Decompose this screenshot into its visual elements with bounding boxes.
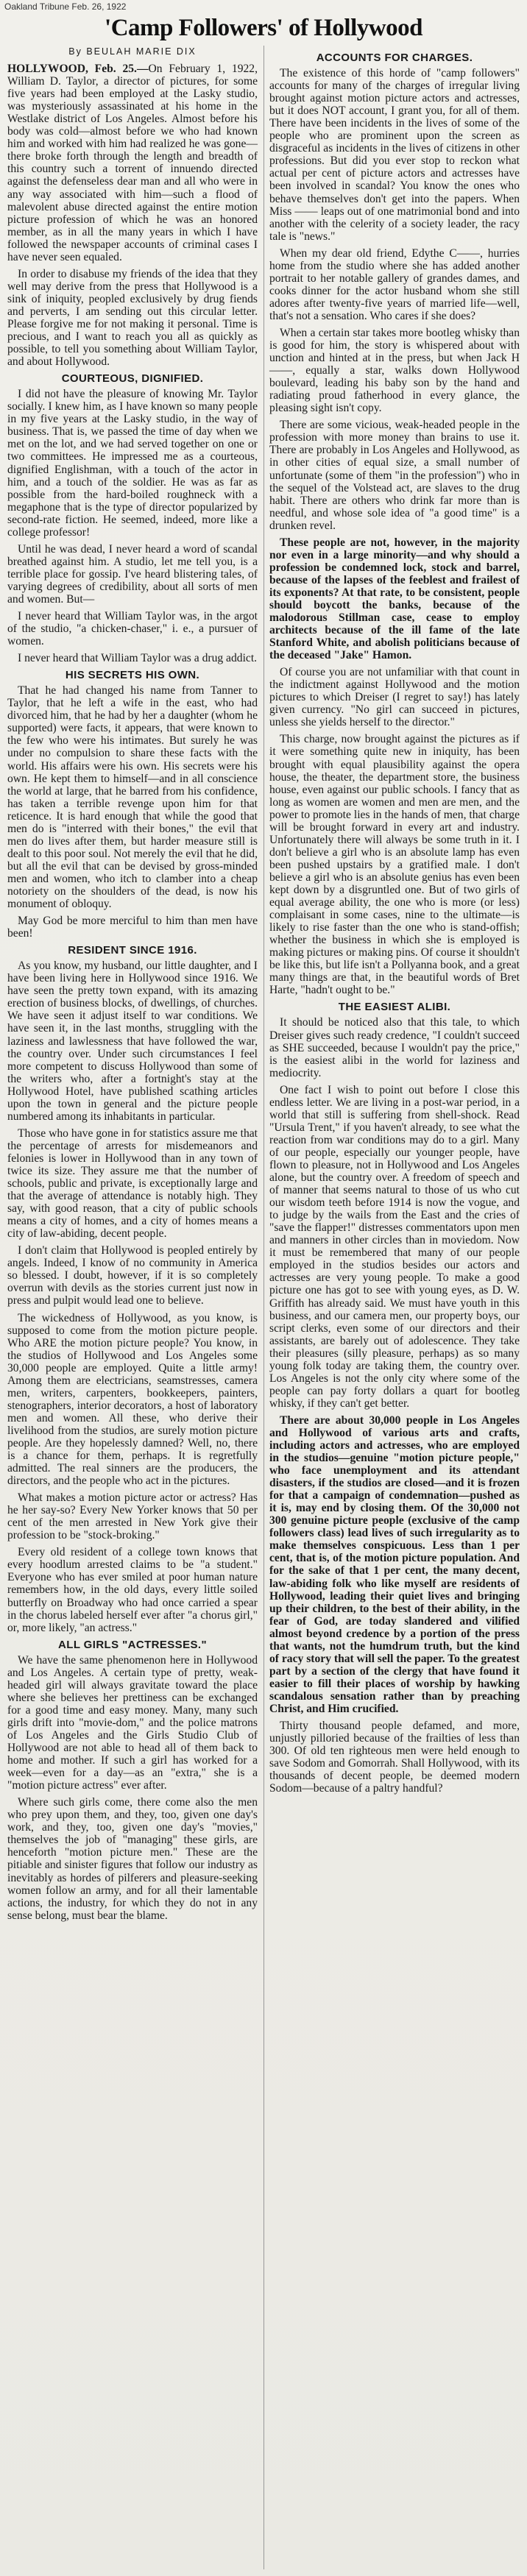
paragraph: It should be noticed also that this tale, to which Dreiser gives such ready credence, "I couldn't succeed as SHE succeeded, because I wouldn't pay the price," is the easiest alibi in the world for laziness and mediocrity. (269, 1016, 520, 1079)
paragraph: When my dear old friend, Edythe C——, hurries home from the studio where she has added another portrait to her notable gallery of grandes dames, and cooks dinner for the actor husband whom she still adores after twenty-five years of married life—well, that's not a sensation. Who cares if she does? (269, 246, 520, 322)
paragraph: We have the same phenomenon here in Hollywood and Los Angeles. A certain type of pretty, weak-headed girl will always gravitate toward the place where she believes her prettiness can be exchanged for a good time and easy money. Many, many such girls drift into "movie-dom," and the police matrons of Los Angeles and the Girls Studio Club of Hollywood are not able to head all of them back to home and mother. If such a girl has worked for a week—even for a day—as an "extra," she is a "motion picture actress" ever after. (7, 1653, 258, 1792)
paragraph: Thirty thousand people defamed, and more, unjustly pilloried because of the frailties of less than 300. Of old ten righteous men were held enough to save Sodom and Gomorrah. Shall Hollywood, with its thousands of decent people, be deemed modern Sodom—because of a paltry handful? (269, 1720, 520, 1795)
subheading: COURTEOUS, DIGNIFIED. (61, 372, 204, 386)
paragraph: I did not have the pleasure of knowing Mr. Taylor socially. I knew him, as I have known so many people in my five years at the Lasky studio, in the way of business. That is, we passed the time of day when we met on the lot, and we had served together on one or two committees. He impressed me as a courteous, dignified Englishman, with a touch of the actor in him, and a touch of the soldier. He was as far as possible from the hard-boiled roughneck with a megaphone that is the type of director popularized by second-rate fiction. He seemed, indeed, more like a college professor! (7, 388, 258, 539)
paragraph: The existence of this horde of "camp followers" accounts for many of the charges of irregular living brought against motion picture actors and actresses, but it does NOT account, I grant you, for all of them. There have been incidents in the lives of some of the people who are prominent upon the screen as disgraceful as incidents in the lives of citizens in other professions. But did you ever stop to reckon what actual per cent of picture actors and actresses have been involved in scandal? You know the ones who behave themselves don't get into the papers. When Miss —— leaps out of one matrimonial bond and into another with the celerity of a society leader, the racy tale is "news." (269, 67, 520, 243)
paragraph-text: On February 1, 1922, William D. Taylor, a director of pictures, for some five years had been employed at the Lasky studio, was mysteriously assassinated at his home in the Westlake district of Los Angeles. Almost before his body was cold—almost before we who had known him and worked with him had realized he was gone—there broke forth through the length and breadth of this country such a torrent of innuendo directed against the defenseless dear man and all who were in any way associated with him—such a flood of malevolent abuse directed against the entire motion picture profession of which he was an honored member, as in all the many years in which I have followed the newspaper accounts of criminal cases I have never seen equaled. (7, 63, 258, 263)
masthead: Oakland Tribune Feb. 26, 1922 (4, 1, 127, 12)
paragraph: Until he was dead, I never heard a word of scandal breathed against him. A studio, let me tell you, is a terrible place for gossip. I've heard blistering tales, of varying degrees of credibility, about all sorts of men and women. But— (7, 542, 258, 606)
right-column (269, 47, 520, 1799)
paragraph: When a certain star takes more bootleg whisky than is good for him, the story is whispered about with unction and hinted at in the press, but when Jack H——, equally a star, walks down Hollywood boulevard, leading his baby son by the hand and radiating proud fatherhood in every glance, the pleasing sight isn't copy. (269, 326, 520, 415)
paragraph: What makes a motion picture actor or actress? Has he her say-so? Every New Yorker knows that 50 per cent of the men arrested in New York give their profession to be "stock-broking." (7, 1491, 258, 1542)
subheading: ACCOUNTS FOR CHARGES. (316, 52, 473, 64)
paragraph: This charge, now brought against the pictures as if it were something quite new in iniquity, has been brought with equal plausibility against the opera house, the theater, the department store, the business house, even against our public schools. I fancy that as long as women are women and men are men, and the power to promote lies in the hands of men, that charge will be brought forward in every art and industry. Unfortunately there will always be some truth in it. I don't believe a girl who is an absolute lamp has even been pushed upstairs by a gratified male. I don't believe a girl who is an absolute genius has even been kept down by a disgruntled one. But of two girls of equal average ability, the one who is more (or less) complaisant in some cases, nine to the ultimate—is likely to rise faster than the one who is stand-offish; whether the business in which she is employed is making pictures or making pins. Of course it shouldn't be like this, but life isn't a Pollyanna book, and a great many things are that, in the beautiful words of Bret Harte, "hadn't ought to be." (269, 733, 520, 997)
paragraph: There are some vicious, weak-headed people in the profession with more money than brains to use it. There are probably in Los Angeles and Hollywood, as in other cities of equal size, a small number of unfortunate (some of them "in the profession") who in the sequel of the Volstead act, are slaves to the drug habit. There are others who drink far more than is needful, and whose sole idea of "a good time" is a drunken revel. (269, 419, 520, 532)
subheading: HIS SECRETS HIS OWN. (65, 669, 200, 682)
paragraph: I don't claim that Hollywood is peopled entirely by angels. Indeed, I know of no community in America so blessed. I doubt, however, if it is so completely overrun with devils as the stories current just now in press and pulpit would lead one to believe. (7, 1244, 258, 1307)
headline: 'Camp Followers' of Hollywood (105, 15, 422, 41)
paragraph: One fact I wish to point out before I close this endless letter. We are living in a post-war period, in a world that still is suffering from shell-shock. Read "Ursula Trent," if you haven't already, to see what the reaction from war conditions may do to a girl. Many of our people, especially our younger people, have flown to pleasure, not in Hollywood and Los Angeles alone, but the country over. A freedom of speech and of manner that seems natural to those of us who cut our wisdom teeth before 1914 is now the vogue, and to judge by the wails from the East and the cries of "save the flapper!" distresses commentators upon men and manners in other circles than in moviedom. Now it must be remembered that many of our people employed in the studios besides our actors and actresses are very young people. To make a good picture one has got to see with young eyes, as D. W. Griffith has already said. We must have youth in this business, and our camera men, our property boys, our script clerks, even some of our directors and their assistants, are barely out of adolescence. They take their pleasures (silly pleasure, perhaps) as so many young folk today are taking them, the country over. Los Angeles is not the only city where some of the people can pay forty dollars a quart for bootleg whisky, if they can't get better. (269, 1083, 520, 1410)
paragraph: Where such girls come, there come also the men who prey upon them, and they, too, given one day's work, and they, too, given one day's "movies," themselves the job of "managing" these girls, are henceforth "motion picture men." These are the pitiable and sinister figures that follow our industry as inevitably as hordes of pilferers and pleasure-seeking women follow an army, and for all their lamentable actions, the industry, for which they do not in any sense belong, must bear the blame. (7, 1796, 258, 1922)
subheading: RESIDENT SINCE 1916. (68, 944, 197, 957)
byline: By BEULAH MARIE DIX (68, 46, 197, 57)
paragraph: In order to disabuse my friends of the idea that they well may derive from the press that Hollywood is a sink of iniquity, peopled exclusively by drug fiends and perverts, I am sending out this circular letter. Please forgive me for not making it personal. Time is precious, and I want to reach you all as quickly as possible, to tell you something about William Taylor, and about Hollywood. (7, 267, 258, 369)
subheading: THE EASIEST ALIBI. (338, 1001, 451, 1014)
subheading: ALL GIRLS "ACTRESSES." (58, 1638, 207, 1651)
paragraph: I never heard that William Taylor was a drug addict. (18, 652, 258, 665)
paragraph: Of course you are not unfamiliar with that count in the indictment against Hollywood and the motion pictures to which Dreiser (I regret to say!) has lately given currency. "No girl can succeed in pictures, unless she yields herself to the director." (269, 666, 520, 729)
paragraph: These people are not, however, in the majority nor even in a large minority—and why should a profession be condemned lock, stock and barrel, because of the lapses of the feeblest and frailest of its exponents? At that rate, to be consistent, people should boycott the banks, because of the malodorous Stillman case, cease to employ architects because of the ill fame of the late Stanford White, and abolish politicians because of the deceased "Jake" Hamon. (269, 536, 520, 662)
paragraph: Every old resident of a college town knows that every hoodlum arrested claims to be "a student." Everyone who has ever smiled at poor human nature remembers how, in the old days, every little soiled butterfly on Broadway who had once carried a spear in the chorus labeled herself ever after "a chorus girl," or, more likely, "an actress." (7, 1546, 258, 1634)
paragraph: May God be more merciful to him than men have been! (7, 915, 258, 940)
paragraph: That he had changed his name from Tanner to Taylor, that he left a wife in the east, who had divorced him, that he had by her a daughter (whom he supported) were facts, it appears, that were known to the few who were his intimates. But surely he was under no compulsion to share these facts with the world. His affairs were his own. His secrets were his own. He kept them to himself—and in all conscience the world at large, that he barred from his confidence, has taken a terrible revenge upon him for that reticence. It is hard enough that while the good that men do is "interred with their bones," the evil that men do lives after them, but harder measure still is dealt to this poor soul. Not merely the evil that he did, but all the evil that can be devised by gross-minded men and women, who itch to clamber into a cheap notoriety on the shoulders of the dead, is now his monument of obloquy. (7, 684, 258, 911)
paragraph: I never heard that William Taylor was, in the argot of the studio, "a chicken-chaser," i. e., a pursuer of women. (7, 610, 258, 648)
paragraph (7, 63, 258, 263)
dateline: HOLLYWOOD, Feb. 25.— (7, 63, 149, 76)
paragraph: There are about 30,000 people in Los Angeles and Hollywood of various arts and crafts, including actors and actresses, who are employed in the studios—genuine "motion picture people," who face unemployment and its attendant disasters, if the studios are closed—and it is frozen for that a campaign of condemnation—pushed as it is, may end by closing them. Of the 30,000 not 300 genuine picture people (exclusive of the camp followers class) lead lives of such irregularity as to make themselves conspicuous. Less than 1 per cent, that is, of the motion picture population. And for the sake of that 1 per cent, the many decent, law-abiding folk who like myself are residents of Hollywood, leading their quiet lives and bringing up their children, to the best of their ability, in the fear of God, are today slandered and vilified almost beyond credence by a portion of the press that wants, not the humdrum truth, but the kind of racy story that will sell the paper. To the greatest part by a section of the clergy that have found it easier to fill their places of worship by hawking scandalous sensation rather than by preaching Christ, and Him crucified. (269, 1413, 520, 1715)
left-column (7, 44, 258, 1926)
paragraph: As you know, my husband, our little daughter, and I have been living here in Hollywood since 1916. We have seen the pretty town expand, with its amazing erection of business blocks, of dwellings, of churches. We have seen it adjust itself to war conditions. We have seen it, in the last months, struggling with the laziness and lawlessness that have followed the war, the country over. Under such circumstances I feel more competent to discuss Hollywood than some of the writers who, after a fortnight's stay at the Hollywood Hotel, have published scathing articles upon the town in general and the picture people numbered among its inhabitants in particular. (7, 959, 258, 1123)
paragraph: The wickedness of Hollywood, as you know, is supposed to come from the motion picture people. Who ARE the motion picture people? You know, in the studios of Hollywood and Los Angeles some 30,000 people are employed. Quite a little army! Among them are electricians, seamstresses, camera men, writers, carpenters, bookkeepers, painters, stenographers, interior decorators, a host of laboratory men and women. All these, who derive their livelihood from the studios, are surely motion picture people. Are they hopelessly damned? Well, no, there is a chance for them, perhaps. It is regretfully admitted. The real sinners are the producers, the directors, and the people who act in the pictures. (7, 1311, 258, 1488)
paragraph: Those who have gone in for statistics assure me that the percentage of arrests for misdemeanors and felonies is lower in Hollywood than in any town of twice its size. They assure me that the number of schools, public and private, is exceptionally large and that the average of attendance is notably high. They say, with good reason, that a city of public schools means a city of homes, and a city of homes means a city of law-abiding, decent people. (7, 1126, 258, 1241)
